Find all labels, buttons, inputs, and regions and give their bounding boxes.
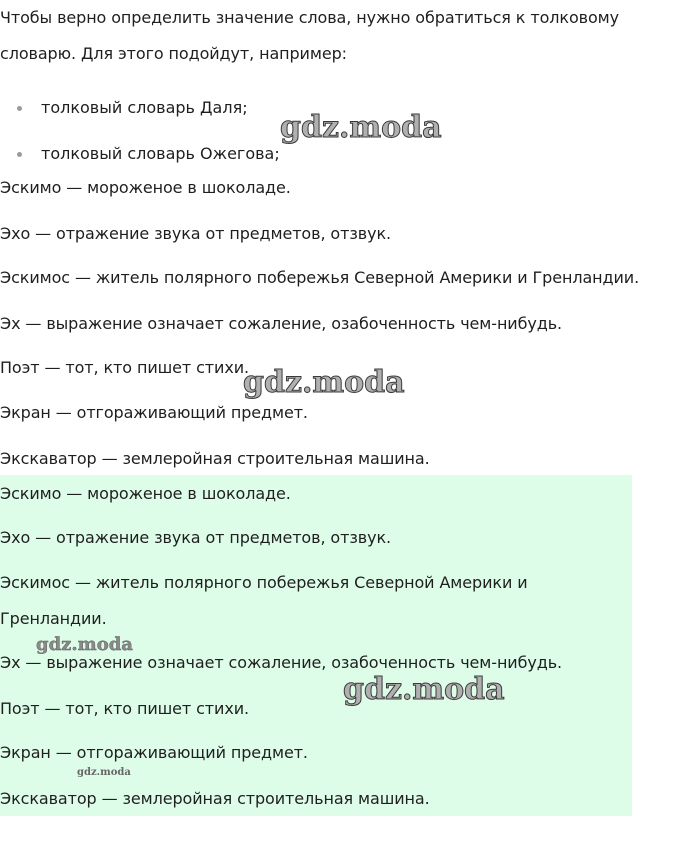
answer-line: Поэт — тот, кто пишет стихи. <box>0 699 249 718</box>
answer-line: Гренландии. <box>0 609 107 628</box>
definition-line: Поэт — тот, кто пишет стихи. <box>0 358 249 377</box>
intro-line-1: Чтобы верно определить значение слова, нужно обратиться к толковому <box>0 8 619 27</box>
answer-line: Эскимо — мороженое в шоколаде. <box>0 484 291 503</box>
answer-line: Эскимос — житель полярного побережья Северной Америки и <box>0 573 528 592</box>
watermark: gdz.moda <box>343 672 505 707</box>
answer-line: Эхо — отражение звука от предметов, отзвук. <box>0 528 391 547</box>
definition-line: Эхо — отражение звука от предметов, отзвук. <box>0 224 391 243</box>
intro-line-2: словарю. Для этого подойдут, например: <box>0 44 347 63</box>
list-item-text: толковый словарь Даля; <box>41 98 248 117</box>
answer-line: Экран — отгораживающий предмет. <box>0 743 308 762</box>
answer-line: Эх — выражение означает сожаление, озабоченность чем-нибудь. <box>0 653 563 672</box>
list-item <box>0 143 400 165</box>
watermark: gdz.moda <box>280 110 442 145</box>
definition-line: Экран — отгораживающий предмет. <box>0 403 308 422</box>
answer-line: Экскаватор — землеройная строительная машина. <box>0 789 430 808</box>
watermark: gdz.moda <box>77 767 131 778</box>
definition-line: Экскаватор — землеройная строительная машина. <box>0 449 430 468</box>
answer-box <box>0 475 632 816</box>
list-item-text: толковый словарь Ожегова; <box>41 144 280 163</box>
bullet-dot-icon <box>17 152 22 157</box>
definition-line: Эх — выражение означает сожаление, озабоченность чем-нибудь. <box>0 314 563 333</box>
watermark: gdz.moda <box>36 634 133 655</box>
bullet-dot-icon <box>17 106 22 111</box>
watermark: gdz.moda <box>243 365 405 400</box>
definition-line: Эскимо — мороженое в шоколаде. <box>0 178 291 197</box>
list-item <box>0 97 400 119</box>
definition-line: Эскимос — житель полярного побережья Северной Америки и Гренландии. <box>0 268 640 287</box>
